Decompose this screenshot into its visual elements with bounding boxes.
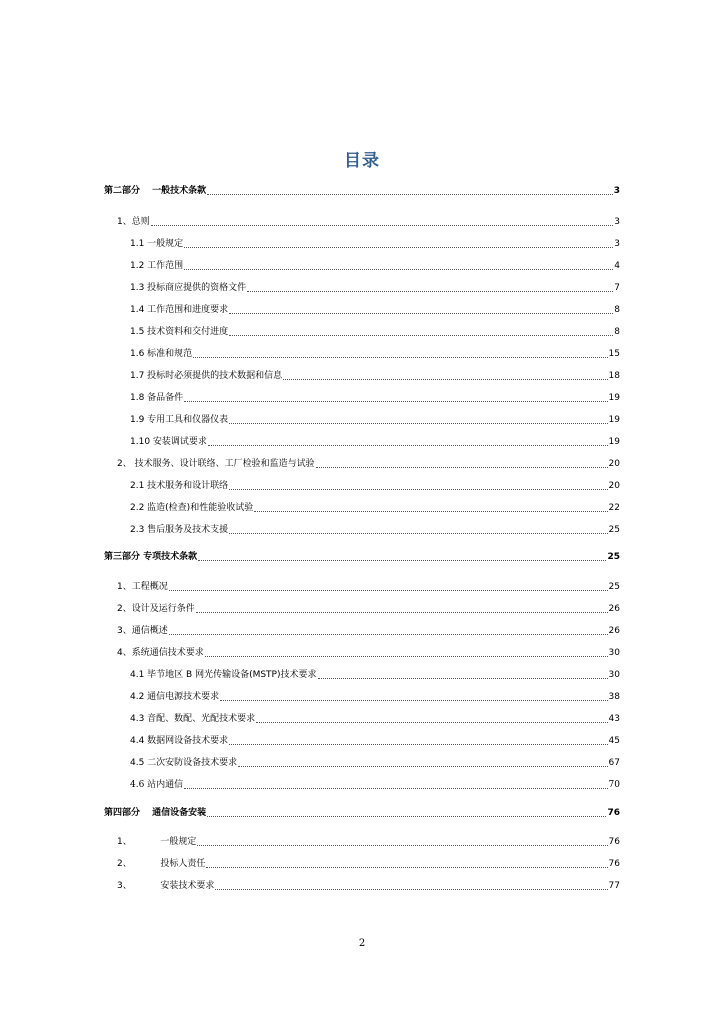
toc-entry-page: 7 (614, 283, 620, 293)
toc-entry-text: 4、系统通信技术要求 (117, 648, 204, 658)
toc-entry-text: 2.2 监造(检查)和性能验收试验 (130, 503, 254, 513)
toc-leader-dots (169, 633, 608, 635)
toc-leader-dots (184, 787, 607, 789)
toc-entry-text: 第三部分 专项技术条款 (104, 552, 198, 562)
toc-leader-dots (207, 815, 606, 817)
toc-leader-dots (229, 743, 607, 745)
toc-leader-dots (283, 378, 607, 380)
toc-leader-dots (256, 721, 607, 723)
toc-entry-text: 1.5 技术资料和交付进度 (130, 327, 229, 337)
toc-entry[interactable] (130, 735, 620, 747)
toc-entry-page: 15 (608, 349, 620, 359)
toc-entry-page: 45 (608, 736, 620, 746)
toc-leader-dots (205, 655, 608, 657)
toc-leader-dots (151, 224, 614, 226)
toc-entry-page: 22 (608, 503, 620, 513)
toc-entry-page: 76 (607, 808, 620, 818)
toc-entry-text: 2.3 售后服务及技术支援 (130, 525, 229, 535)
toc-entry-page: 30 (608, 670, 620, 680)
toc-entry-page: 25 (608, 582, 620, 592)
toc-entry-text: 第二部分 一般技术条款 (104, 186, 207, 196)
toc-entry[interactable] (130, 436, 620, 448)
toc-entry-text: 1、 一般规定 (117, 837, 197, 847)
toc-entry[interactable] (117, 647, 620, 659)
toc-entry-page: 25 (608, 525, 620, 535)
toc-entry-page: 26 (608, 626, 620, 636)
toc-leader-dots (184, 400, 607, 402)
toc-entry[interactable] (117, 458, 620, 470)
toc-entry-text: 1、总则 (117, 217, 150, 227)
toc-leader-dots (184, 246, 613, 248)
toc-entry-page: 77 (608, 881, 620, 891)
toc-entry-text: 1.3 投标商应提供的资格文件 (130, 283, 247, 293)
toc-entry-text: 1.7 投标时必须提供的技术数据和信息 (130, 371, 283, 381)
toc-entry-page: 3 (614, 239, 620, 249)
toc-leader-dots (220, 699, 607, 701)
toc-entry-page: 70 (608, 780, 620, 790)
toc-entry[interactable] (130, 370, 620, 382)
toc-entry-text: 3、 安装技术要求 (117, 881, 215, 891)
toc-entry-text: 2、 技术服务、设计联络、工厂检验和监造与试验 (117, 459, 315, 469)
page-number: 2 (358, 938, 366, 949)
toc-leader-dots (229, 532, 607, 534)
toc-entry-part3[interactable] (104, 551, 620, 563)
toc-entry-text: 1.9 专用工具和仪器仪表 (130, 415, 229, 425)
toc-leader-dots (316, 466, 608, 468)
toc-leader-dots (197, 844, 607, 846)
toc-leader-dots (207, 193, 613, 195)
toc-entry-page: 8 (614, 305, 620, 315)
toc-entry-page: 76 (608, 837, 620, 847)
toc-entry[interactable] (130, 326, 620, 338)
toc-entry-text: 2、 投标人责任 (117, 859, 206, 869)
toc-entry[interactable] (130, 524, 620, 536)
toc-entry-page: 19 (608, 437, 620, 447)
toc-leader-dots (198, 559, 606, 561)
toc-entry-text: 2.1 技术服务和设计联络 (130, 481, 229, 491)
toc-entry[interactable] (117, 880, 620, 892)
toc-entry[interactable] (130, 392, 620, 404)
toc-entry-text: 1、工程概况 (117, 582, 168, 592)
toc-entry-text: 4.6 站内通信 (130, 780, 184, 790)
toc-entry[interactable] (117, 216, 620, 228)
toc-entry-text: 2、设计及运行条件 (117, 604, 195, 614)
toc-entry-text: 1.6 标准和规范 (130, 349, 193, 359)
toc-leader-dots (229, 422, 607, 424)
toc-leader-dots (169, 589, 608, 591)
toc-entry-page: 20 (608, 481, 620, 491)
toc-entry[interactable] (130, 669, 620, 681)
toc-entry[interactable] (130, 502, 620, 514)
toc-entry-text: 4.3 音配、数配、光配技术要求 (130, 714, 256, 724)
toc-entry[interactable] (130, 691, 620, 703)
toc-leader-dots (193, 356, 607, 358)
toc-entry-part4[interactable] (104, 807, 620, 819)
toc-entry-page: 30 (608, 648, 620, 658)
toc-entry[interactable] (130, 260, 620, 272)
toc-entry[interactable] (117, 603, 620, 615)
toc-entry-text: 4.2 通信电源技术要求 (130, 692, 220, 702)
toc-entry-text: 3、通信概述 (117, 626, 168, 636)
toc-entry-page: 76 (608, 859, 620, 869)
toc-entry[interactable] (117, 858, 620, 870)
toc-entry-text: 4.5 二次安防设备技术要求 (130, 758, 238, 768)
toc-entry-page: 20 (608, 459, 620, 469)
toc-leader-dots (229, 488, 607, 490)
toc-entry-page: 19 (608, 415, 620, 425)
toc-entry-page: 3 (613, 186, 620, 196)
toc-leader-dots (254, 510, 607, 512)
toc-entry-page: 38 (608, 692, 620, 702)
toc-entry-page: 67 (608, 758, 620, 768)
toc-entry-text: 4.1 毕节地区 B 网光传输设备(MSTP)技术要求 (130, 670, 317, 680)
toc-leader-dots (318, 677, 608, 679)
toc-entry[interactable] (130, 238, 620, 250)
toc-entry[interactable] (130, 480, 620, 492)
toc-entry-text: 1.8 备品备件 (130, 393, 184, 403)
toc-entry-text: 第四部分 通信设备安装 (104, 808, 207, 818)
toc-leader-dots (229, 312, 613, 314)
toc-entry-text: 4.4 数据网设备技术要求 (130, 736, 229, 746)
toc-leader-dots (208, 444, 608, 446)
toc-entry[interactable] (130, 282, 620, 294)
toc-leader-dots (229, 334, 613, 336)
toc-leader-dots (215, 888, 607, 890)
toc-entry-page: 43 (608, 714, 620, 724)
toc-leader-dots (184, 268, 613, 270)
toc-entry[interactable] (130, 713, 620, 725)
toc-entry-text: 1.2 工作范围 (130, 261, 184, 271)
toc-entry-text: 1.4 工作范围和进度要求 (130, 305, 229, 315)
toc-entry-page: 19 (608, 393, 620, 403)
toc-entry-page: 8 (614, 327, 620, 337)
toc-entry[interactable] (130, 757, 620, 769)
toc-entry-page: 3 (614, 217, 620, 227)
toc-entry[interactable] (117, 581, 620, 593)
toc-leader-dots (196, 611, 608, 613)
toc-entry[interactable] (117, 625, 620, 637)
toc-title: 目录 (344, 151, 380, 171)
toc-leader-dots (247, 290, 613, 292)
toc-entry-text: 1.10 安装调试要求 (130, 437, 207, 447)
toc-entry[interactable] (117, 836, 620, 848)
toc-entry-text: 1.1 一般规定 (130, 239, 184, 249)
toc-entry[interactable] (130, 414, 620, 426)
toc-entry-page: 26 (608, 604, 620, 614)
toc-leader-dots (206, 866, 607, 868)
toc-entry-page: 25 (607, 552, 620, 562)
toc-entry-page: 18 (608, 371, 620, 381)
toc-entry[interactable] (130, 304, 620, 316)
toc-entry[interactable] (130, 348, 620, 360)
toc-entry[interactable] (130, 779, 620, 791)
toc-entry-part2[interactable] (104, 185, 620, 197)
toc-entry-page: 4 (614, 261, 620, 271)
toc-leader-dots (238, 765, 607, 767)
